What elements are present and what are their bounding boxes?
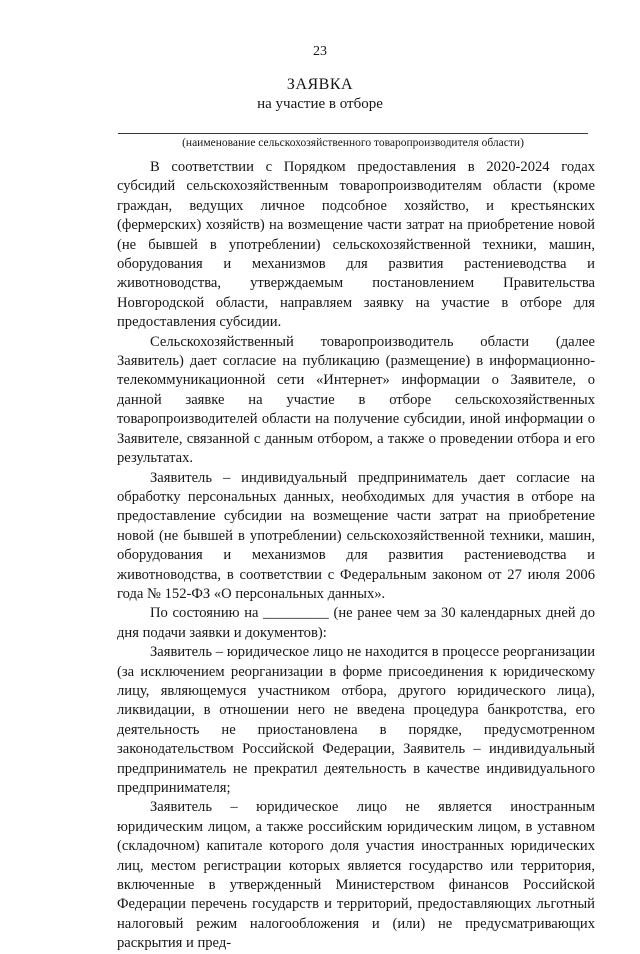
document-subtitle: на участие в отборе xyxy=(257,96,383,112)
document-body xyxy=(117,158,595,954)
document-title: ЗАЯВКА xyxy=(286,76,354,93)
paragraph-publication-consent: Сельскохозяйственный товаропроизводитель области (далее Заявитель) дает согласие на публикацию (размещение) в информационно-телекоммуникационной сети «Интернет» информации о Заявителе, о данной заявке на участие в отборе сельскохозяйственных товаропроизводителей области на получение субсидии, иной информации о Заявителе, связанной с данным отбором, а также о проведении отбора и его результатах. xyxy=(117,333,595,467)
paragraph-personal-data-consent: Заявитель – индивидуальный предприниматель дает согласие на обработку персональных данных, необходимых для участия в отборе на предоставление субсидии на возмещение части затрат на приобретение новой (не бывшей в употреблении) сельскохозяйственной техники, машин, оборудования и механизмов для развития растениеводства и животноводства, в соответствии с Федеральным законом от 27 июля 2006 года № 152-ФЗ «О персональных данных». xyxy=(117,469,595,602)
paragraph-intro: В соответствии с Порядком предоставления в 2020-2024 годах субсидий сельскохозяйственным товаропроизводителям области (кроме граждан, ведущих личное подсобное хозяйство, и крестьянских (фермерских) хозяйств) на возмещение части затрат на приобретение новой (не бывшей в употреблении) сельскохозяйственной техники, машин, оборудования и механизмов для развития растениеводства и животноводства, утверждаемым постановлением Правительства Новгородской области, направляем заявку на участие в отборе для предоставления субсидии. xyxy=(117,159,595,331)
applicant-name-line xyxy=(118,133,588,134)
page-number: 23 xyxy=(313,44,327,59)
applicant-name-caption: (наименование сельскохозяйственного товаропроизводителя области) xyxy=(182,137,524,149)
paragraph-not-foreign-entity: Заявитель – юридическое лицо не является иностранным юридическим лицом, а также российским юридическим лицом, в уставном (складочном) капитале которого доля участия иностранных юридических лиц, местом регистрации которых является государство или территория, включенные в утвержденный Министерством финансов Российской Федерации перечень государств и территорий, предоставляющих льготный налоговый режим налогообложения и (или) не предусматривающих раскрытия и пред- xyxy=(117,799,595,952)
paragraph-no-reorganization: Заявитель – юридическое лицо не находится в процессе реорганизации (за исключением реорганизации в форме присоединения к юридическому лицу, являющемуся участником отбора, другого юридического лица), ликвидации, в отношении него не введена процедура банкротства, его деятельность не приостановлена в порядке, предусмотренном законодательством Российской Федерации, Заявитель – индивидуальный предприниматель не прекратил деятельность в качестве индивидуального предпринимателя; xyxy=(117,644,595,796)
paragraph-as-of-date: По состоянию на _________ (не ранее чем за 30 календарных дней до дня подачи заявки и документов): xyxy=(117,605,595,641)
